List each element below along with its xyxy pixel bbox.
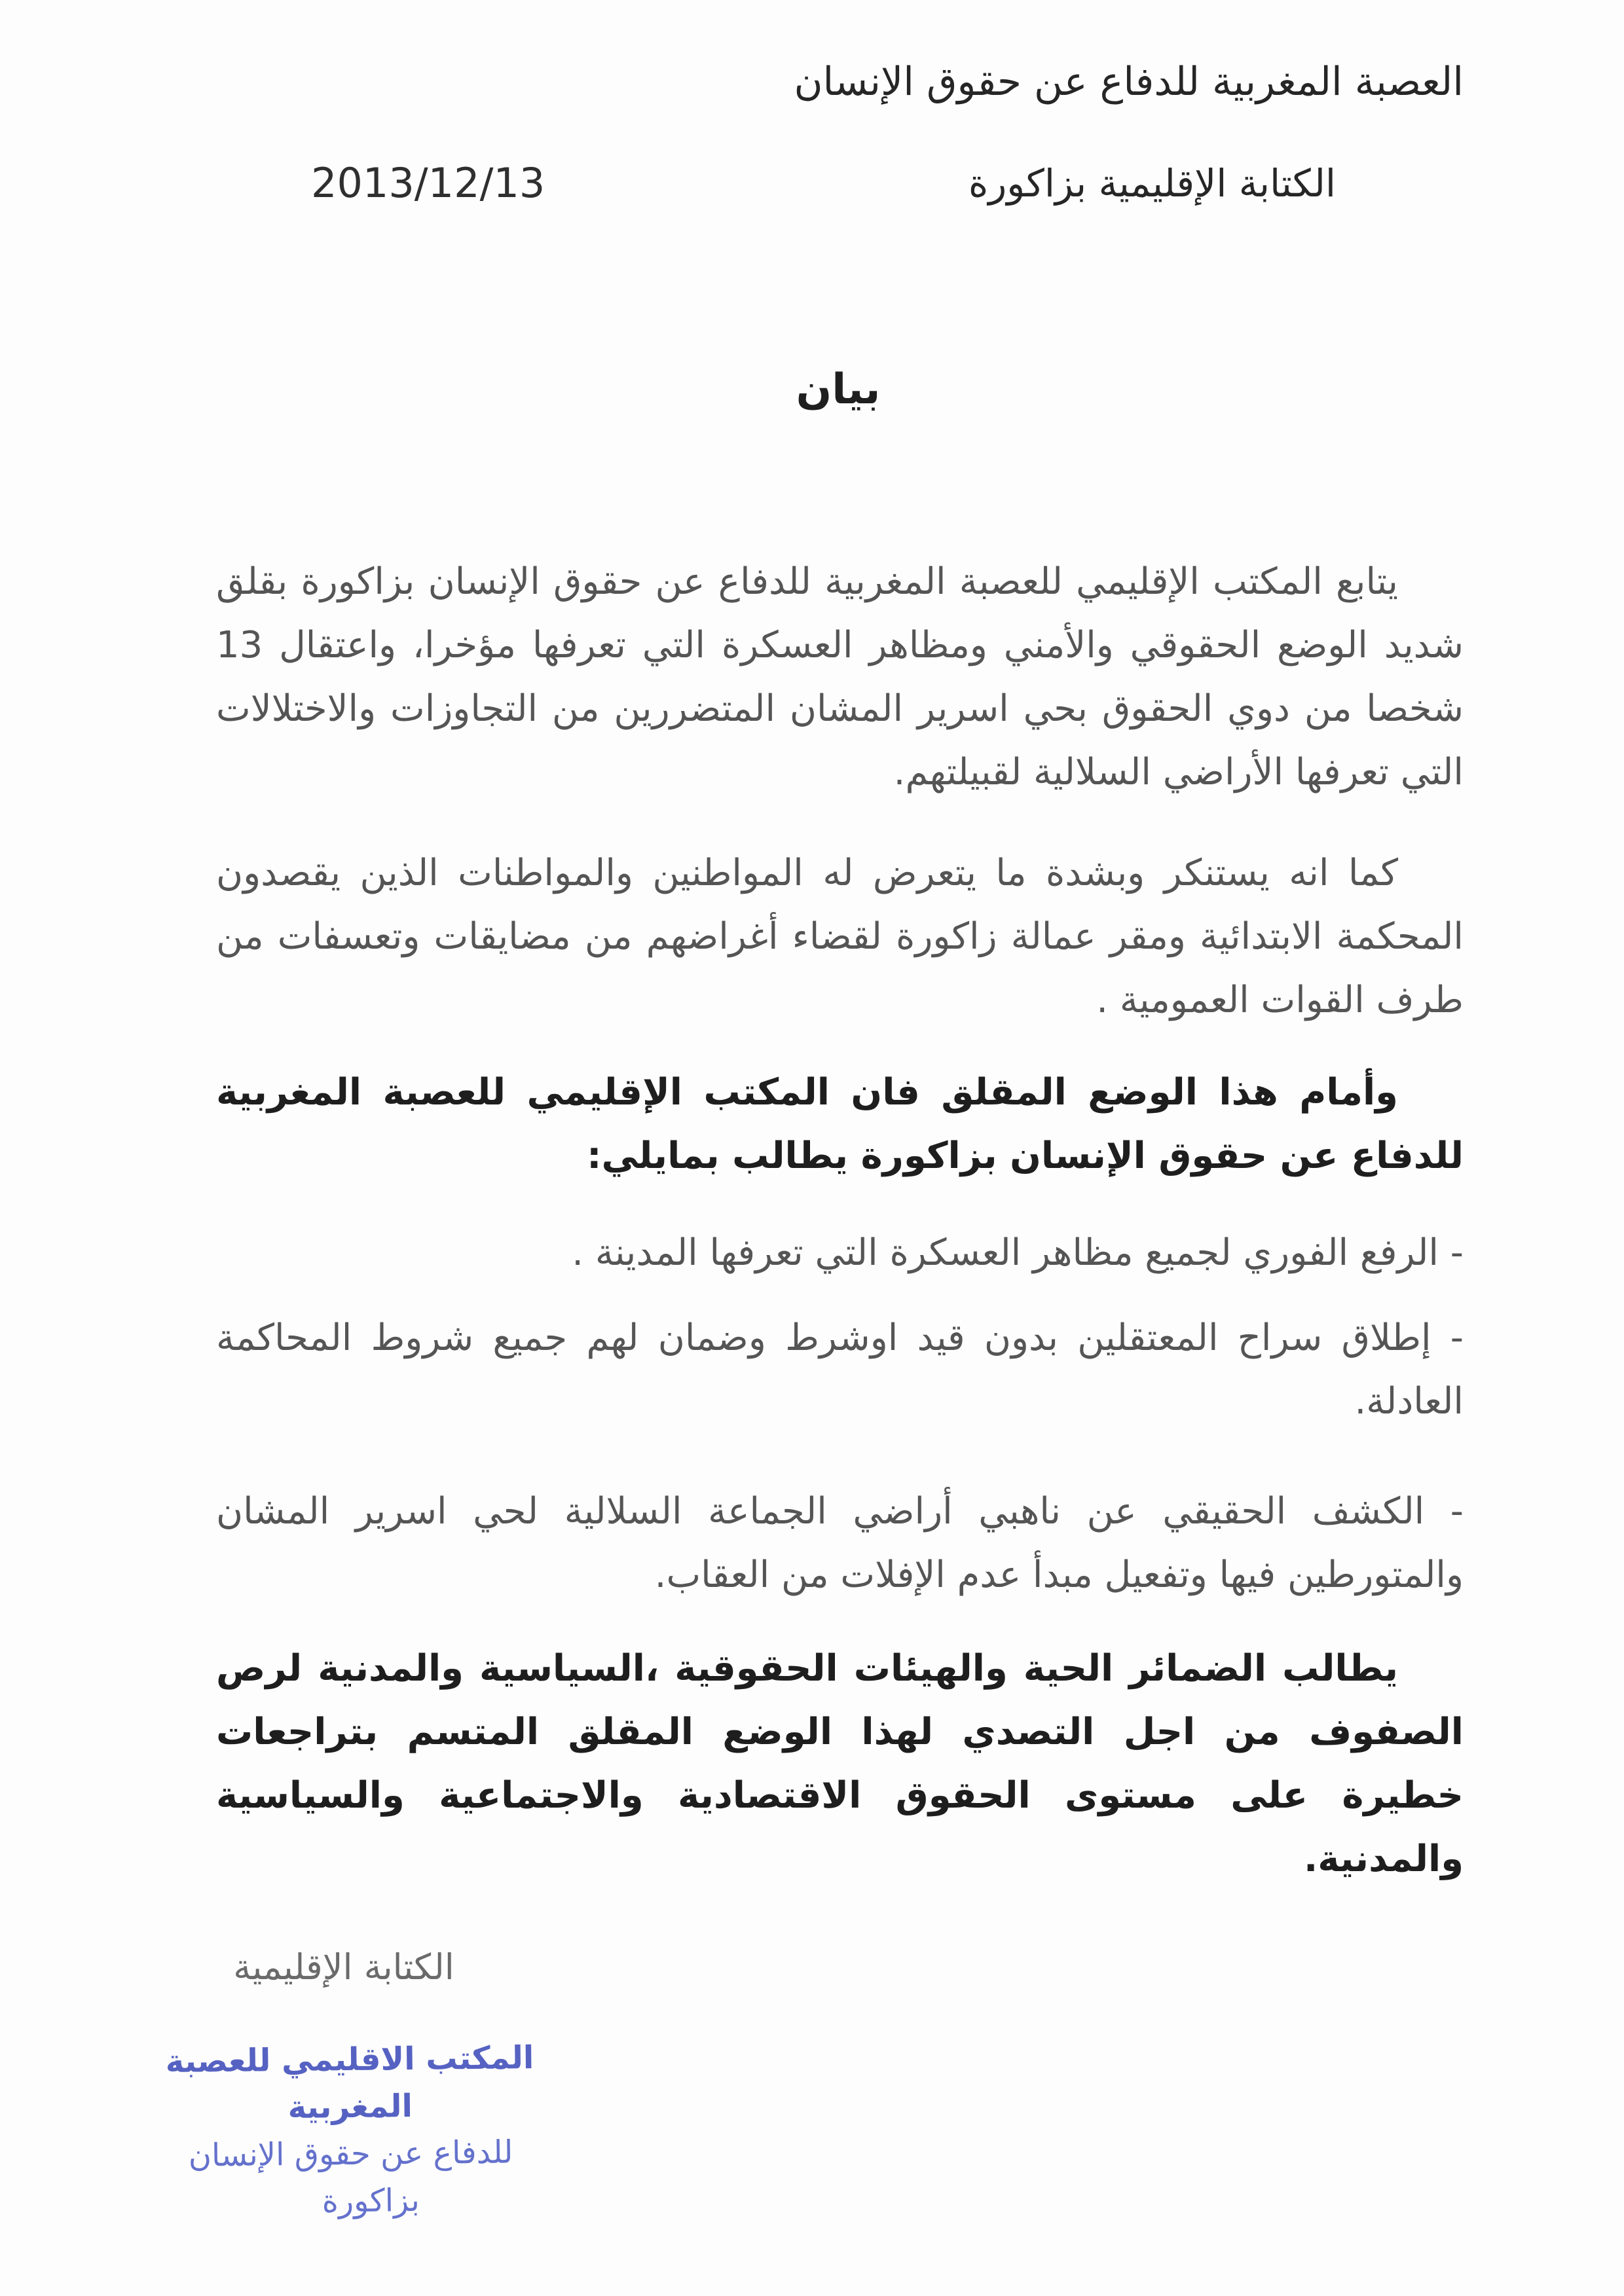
demand-item: - الكشف الحقيقي عن ناهبي أراضي الجماعة السلالية لحي اسرير المشان والمتورطين فيها وتفعيل مبدأ عدم الإفلات من العقاب. bbox=[216, 1490, 1464, 1596]
demand-item: - إطلاق سراح المعتقلين بدون قيد اوشرط وضمان لهم جميع شروط المحاكمة العادلة. bbox=[216, 1317, 1464, 1423]
paragraph-intro: يتابع المكتب الإقليمي للعصبة المغربية للدفاع عن حقوق الإنسان بزاكورة بقلق شديد الوضع الحقوقي والأمني ومظاهر العسكرة التي تعرفها مؤخرا، واعتقال 13 شخصا من دوي الحقوق بحي اسرير المشان المتضررين من التجاوزات والاختلالات التي تعرفها الأراضي السلالية لقبيلتهم. bbox=[216, 560, 1464, 793]
regional-office-name: الكتابة الإقليمية بزاكورة bbox=[968, 161, 1336, 206]
paragraph-demands-intro: وأمام هذا الوضع المقلق فان المكتب الإقليمي للعصبة المغربية للدفاع عن حقوق الإنسان بزاكورة يطالب بمايلي: bbox=[216, 1071, 1464, 1177]
document-date: 2013/12/13 bbox=[311, 159, 545, 207]
stamp-line: بزاكورة bbox=[322, 2181, 420, 2220]
document-title: بيان bbox=[796, 365, 881, 414]
paragraph-appeal: يطالب الضمائر الحية والهيئات الحقوقية ،السياسية والمدنية لرص الصفوف من اجل التصدي لهذا الوضع المقلق المتسم بتراجعات خطيرة على مستوى الحقوق الاقتصادية والاجتماعية والسياسية والمدنية. bbox=[216, 1647, 1464, 1880]
demand-item: - الرفع الفوري لجميع مظاهر العسكرة التي تعرفها المدينة . bbox=[572, 1231, 1464, 1274]
organization-name: العصبة المغربية للدفاع عن حقوق الإنسان bbox=[794, 59, 1464, 105]
stamp-line: المكتب الاقليمي للعصبة المغربية bbox=[165, 2039, 534, 2126]
signature-office: الكتابة الإقليمية bbox=[233, 1946, 454, 1988]
paragraph-condemnation: كما انه يستنكر وبشدة ما يتعرض له المواطنين والمواطنات الذين يقصدون المحكمة الابتدائية ومقر عمالة زاكورة لقضاء أغراضهم من مضايقات وتعسفات من طرف القوات العمومية . bbox=[216, 852, 1464, 1021]
stamp-line: للدفاع عن حقوق الإنسان bbox=[188, 2134, 513, 2174]
office-stamp bbox=[163, 2034, 538, 2220]
